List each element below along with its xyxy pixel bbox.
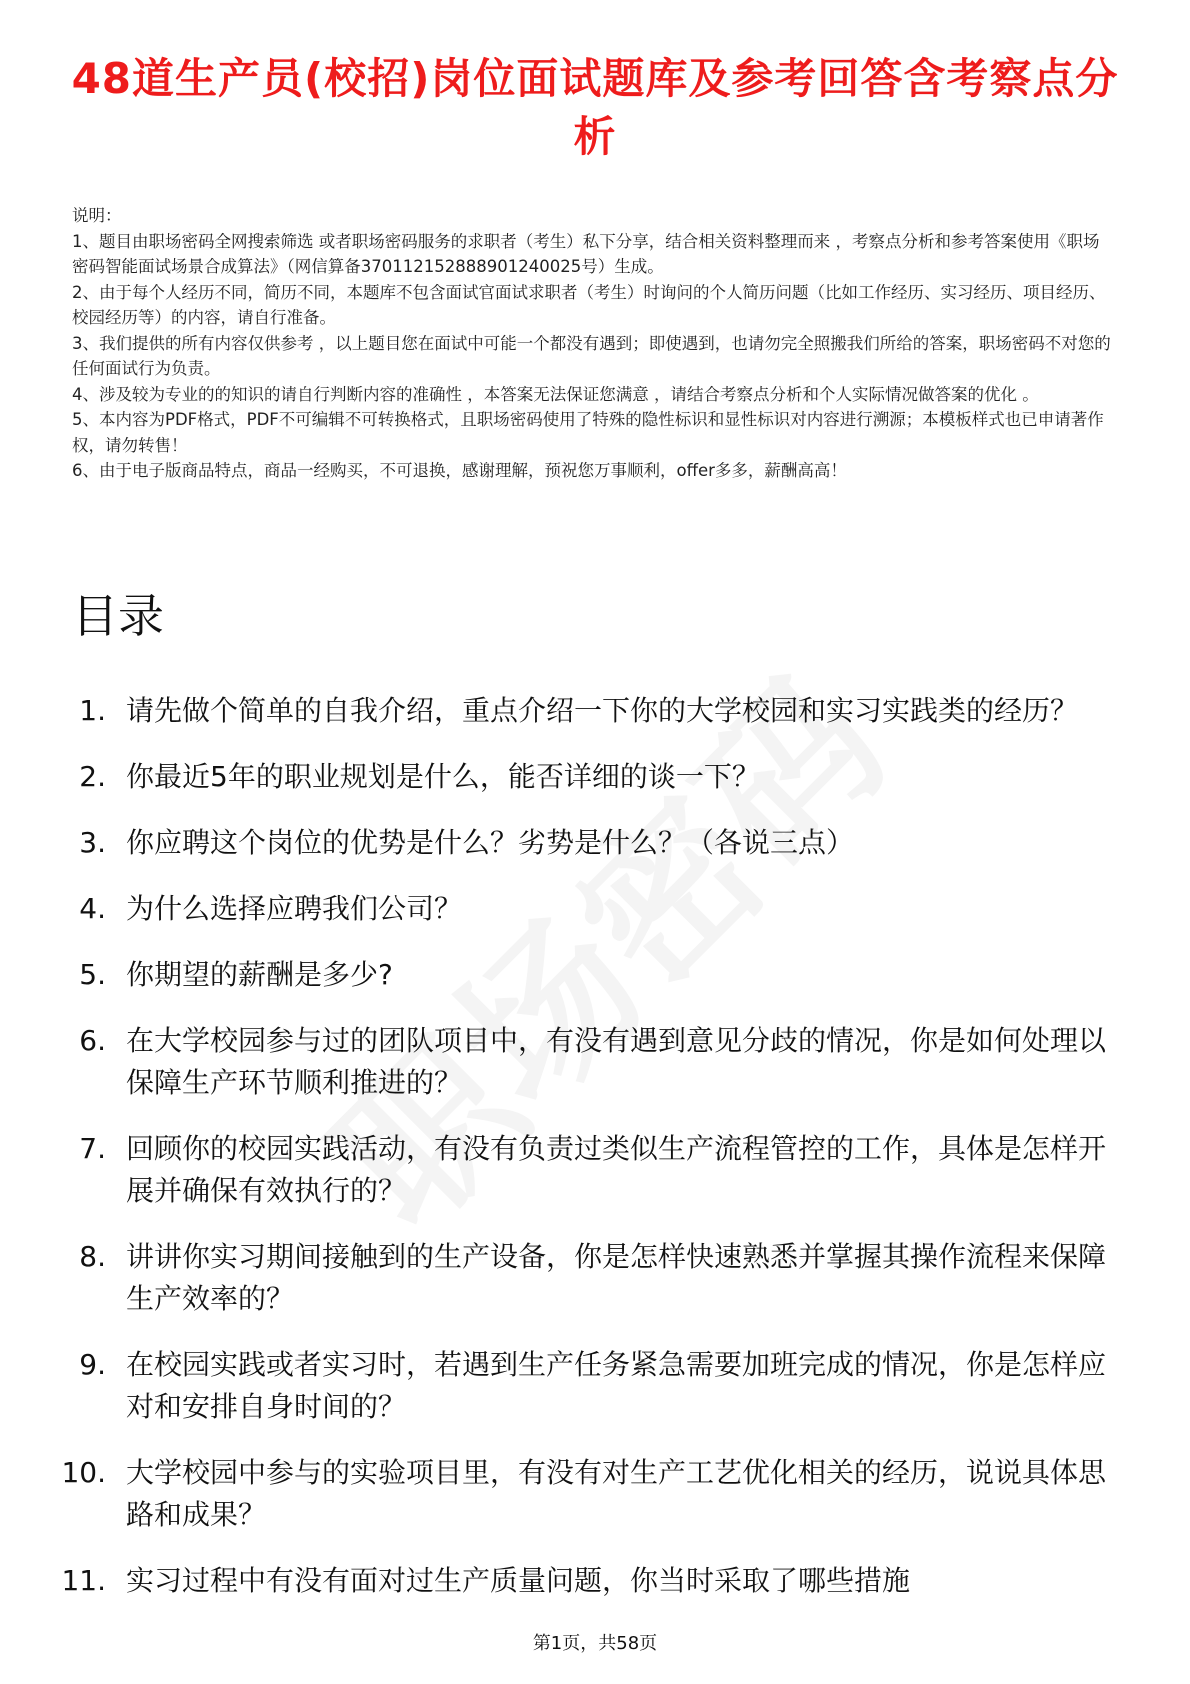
toc-item[interactable]: [60, 1452, 1120, 1536]
note-item: 4、涉及较为专业的的知识的请自行判断内容的准确性 ，本答案无法保证您满意 ，请结合考察点分析和个人实际情况做答案的优化 。: [72, 384, 1039, 404]
toc-heading: 目录: [72, 589, 164, 643]
toc-item-number: 5.: [79, 958, 106, 991]
toc-item-number: 11.: [61, 1564, 106, 1597]
notes-section: [72, 203, 1112, 484]
note-item: 2、由于每个人经历不同，简历不同，本题库不包含面试官面试求职者（考生）时询问的个人简历问题（比如工作经历、实习经历、项目经历、校园经历等）的内容，请自行准备。: [72, 282, 1106, 327]
toc-item-number: 8.: [79, 1240, 106, 1273]
toc-item[interactable]: [60, 690, 1120, 732]
toc-item[interactable]: [60, 1236, 1120, 1320]
toc-item-number: 10.: [61, 1456, 106, 1489]
toc-item-text: 你最近5年的职业规划是什么，能否详细的谈一下？: [126, 760, 760, 793]
toc-item-number: 3.: [79, 826, 106, 859]
toc-item-text: 为什么选择应聘我们公司？: [126, 892, 463, 925]
toc-item[interactable]: [60, 1128, 1120, 1212]
toc-item[interactable]: [60, 954, 1120, 996]
toc-item-number: 2.: [79, 760, 106, 793]
toc-item-text: 实习过程中有没有面对过生产质量问题，你当时采取了哪些措施: [126, 1564, 911, 1597]
toc-item-number: 9.: [79, 1348, 106, 1381]
toc-item-number: 1.: [79, 694, 106, 727]
note-item: 6、由于电子版商品特点，商品一经购买，不可退换，感谢理解，预祝您万事顺利，offer多多，薪酬高高！: [72, 461, 847, 480]
toc-item[interactable]: [60, 888, 1120, 930]
toc-item[interactable]: [60, 756, 1120, 798]
toc-item-text: 在大学校园参与过的团队项目中，有没有遇到意见分歧的情况，你是如何处理以保障生产环节顺利推进的？: [126, 1024, 1107, 1099]
toc-item-text: 讲讲你实习期间接触到的生产设备，你是怎样快速熟悉并掌握其操作流程来保障生产效率的？: [126, 1240, 1107, 1315]
toc-item-text: 你应聘这个岗位的优势是什么？劣势是什么？（各说三点）: [126, 826, 855, 859]
toc-list: [60, 690, 1120, 1626]
toc-item[interactable]: [60, 1020, 1120, 1104]
toc-item-number: 4.: [79, 892, 106, 925]
toc-item[interactable]: [60, 1560, 1120, 1602]
toc-item-number: 6.: [79, 1024, 106, 1057]
note-item: 5、本内容为PDF格式，PDF不可编辑不可转换格式，且职场密码使用了特殊的隐性标识和显性标识对内容进行溯源；本模板样式也已申请著作权，请勿转售！: [72, 410, 1104, 455]
notes-label: 说明：: [72, 206, 122, 225]
toc-item-text: 回顾你的校园实践活动，有没有负责过类似生产流程管控的工作，具体是怎样开展并确保有效执行的？: [126, 1132, 1107, 1207]
page-number: 第1页，共58页: [532, 1633, 658, 1654]
toc-item-number: 7.: [79, 1132, 106, 1165]
note-item: 1、题目由职场密码全网搜索筛选 或者职场密码服务的求职者（考生）私下分享，结合相关资料整理而来 ，考察点分析和参考答案使用《职场密码智能面试场景合成算法》（网信算备370112152888901240025号）生成。: [72, 231, 1100, 276]
toc-item-text: 在校园实践或者实习时，若遇到生产任务紧急需要加班完成的情况，你是怎样应对和安排自身时间的？: [126, 1348, 1107, 1423]
toc-item-text: 请先做个简单的自我介绍，重点介绍一下你的大学校园和实习实践类的经历？: [126, 694, 1079, 727]
toc-item[interactable]: [60, 1344, 1120, 1428]
page-title: 48道生产员(校招)岗位面试题库及参考回答含考察点分析: [71, 54, 1119, 161]
toc-item-text: 你期望的薪酬是多少?: [126, 958, 393, 991]
toc-item[interactable]: [60, 822, 1120, 864]
note-item: 3、我们提供的所有内容仅供参考 ，以上题目您在面试中可能一个都没有遇到；即使遇到，也请勿完全照搬我们所给的答案，职场密码不对您的任何面试行为负责。: [72, 333, 1111, 378]
toc-item-text: 大学校园中参与的实验项目里，有没有对生产工艺优化相关的经历，说说具体思路和成果？: [126, 1456, 1107, 1531]
